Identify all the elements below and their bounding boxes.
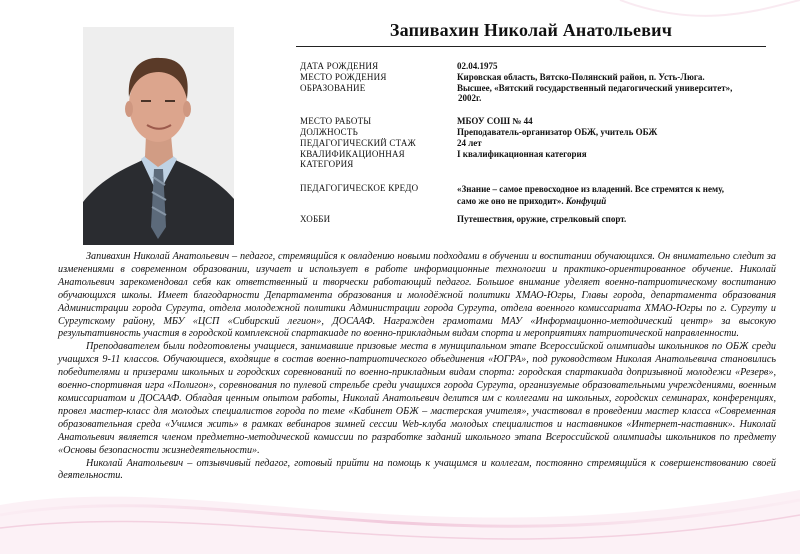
education-value (457, 83, 757, 103)
birth-place-value: Кировская область, Вятско-Полянский район, п. Усть-Люга. (457, 72, 705, 82)
qualification-label-line2: КАТЕГОРИЯ (300, 159, 354, 169)
biography-paragraph-1: Запивахин Николай Анатольевич – педагог, стремящийся к овладению новыми подходами в обучении и воспитании обучающихся. Он внимательно следит за изменениями в современном образовании, изучает и использует в работе информационные технологии и практико-ориентированное обучение. Николай Анатольевич зарекомендовал себя как ответственный и творчески работающий педагог. Большое внимание уделяет военно-патриотическому воспитанию обучающихся школы. Имеет благодарности Департамента образования и молодёжной политики ХМАО-Югры, Главы города, департамента образования Администрации города Сургута, отдела молодежной политики Администрации города Сургута, отдела военного комиссариата ХМАО-Югры по г. Сургуту и Сургутскому району, МБУ «ЦСП «Сибирский легион», ДОСААФ. Награжден грамотами МАУ «Информационно-методический центр» за высокую результативность участия в городской комплексной спартакиаде по военно-прикладным видам спорта и мероприятиях патриотической направленности. (58, 251, 776, 340)
experience-label: ПЕДАГОГИЧЕСКИЙ СТАЖ (300, 138, 416, 148)
workplace-value: МБОУ СОШ № 44 (457, 116, 533, 126)
qualification-label-line1: КВАЛИФИКАЦИОННАЯ (300, 149, 405, 159)
education-value-line2: 2002г. (458, 93, 482, 103)
portrait-photo (83, 27, 234, 245)
workplace-label: МЕСТО РАБОТЫ (300, 116, 372, 126)
position-value: Преподаватель-организатор ОБЖ, учитель ОБЖ (457, 127, 658, 137)
credo-author: Конфуций (565, 196, 607, 206)
hobby-label: ХОББИ (300, 214, 331, 224)
credo-value-line1: «Знание – самое превосходное из владений. Все стремятся к нему, (457, 184, 724, 194)
biography (58, 251, 776, 483)
page-title: Запивахин Николай Анатольевич (389, 20, 673, 40)
credo-label: ПЕДАГОГИЧЕСКОЕ КРЕДО (300, 183, 419, 193)
biography-paragraph-3: Николай Анатольевич – отзывчивый педагог, готовый прийти на помощь к учащимся и коллегам, постоянно стремящийся к совершенствованию своей деятельности. (58, 457, 776, 482)
position-label: ДОЛЖНОСТЬ (300, 127, 358, 137)
birth-date-value: 02.04.1975 (457, 61, 498, 71)
person-portrait-icon (83, 27, 234, 245)
qualification-label (300, 149, 450, 169)
birth-place-label: МЕСТО РОЖДЕНИЯ (300, 72, 387, 82)
experience-value: 24 лет (457, 138, 482, 148)
birth-date-label: ДАТА РОЖДЕНИЯ (300, 61, 379, 71)
credo-value (457, 183, 757, 207)
education-value-line1: Высшее, «Вятский государственный педагогический университет», (457, 83, 733, 93)
education-label: ОБРАЗОВАНИЕ (300, 83, 366, 93)
title-divider (296, 46, 766, 47)
credo-value-line2: само же оно не приходит». (457, 196, 564, 206)
qualification-value: I квалификационная категория (457, 149, 587, 159)
biography-paragraph-2: Преподавателем были подготовлены учащиеся, занимавшие призовые места в муниципальном этапе Всероссийской олимпиады школьников по ОБЖ среди учащихся 9-11 классов. Обучающиеся, входящие в состав военно-патриотического объединения «ЮГРА», под руководством Николая Анатольевича становились победителями и призерами школьных и городских соревнований по военно-прикладным видам спорта: городская спартакиада допризывной молодежи «Резерв», военно-спортивная игра «Полигон», соревнования по пулевой стрельбе среди учащихся города Сургута, организуемые образовательными учреждениями, военным комиссариатом и ДОСААФ. Обладая ценным опытом работы, Николай Анатольевич делится им с коллегами на школьных, городских семинарах, конференциях, провел мастер-класс для молодых специалистов города по теме «Кабинет ОБЖ – мастерская учителя», участвовал в проведении мастер класса «Современная образовательная среда «Учимся жить» в рамках вебинаров зимней сессии Web-клуба молодых специалистов и наставников «Интернет-наставник». Николай Анатольевич является членом предметно-методической комиссии по разработке заданий школьного этапа Всероссийской олимпиады школьников по предмету «Основы безопасности жизнедеятельности». (58, 341, 776, 456)
hobby-value: Путешествия, оружие, стрелковый спорт. (457, 214, 627, 224)
